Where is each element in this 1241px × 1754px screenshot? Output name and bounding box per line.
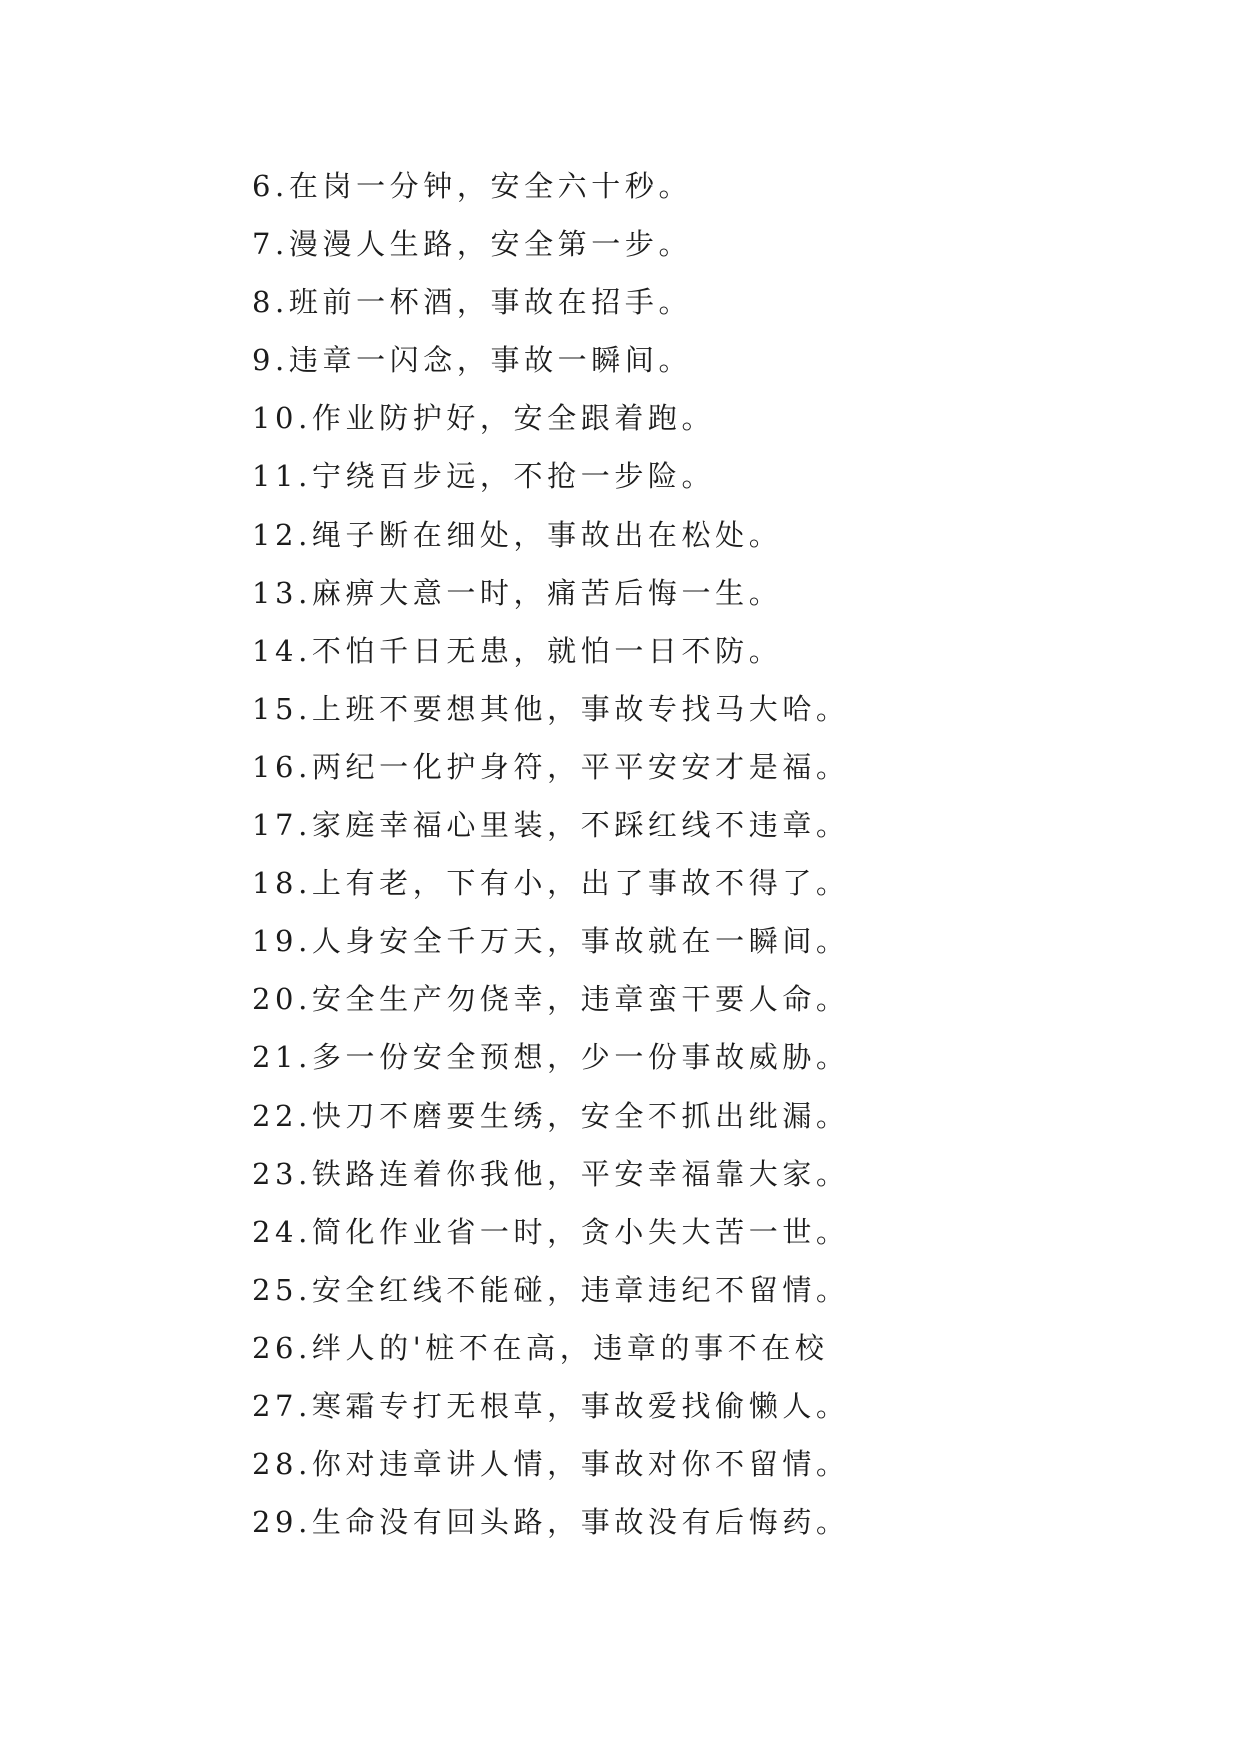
slogan-line: 9.违章一闪念，事故一瞬间。 (252, 343, 693, 378)
slogan-line: 8.班前一杯酒，事故在招手。 (252, 285, 693, 320)
slogan-line: 27.寒霜专打无根草，事故爱找偷懒人。 (252, 1388, 850, 1423)
slogan-line: 18.上有老，下有小，出了事故不得了。 (252, 866, 850, 901)
slogan-line: 15.上班不要想其他，事故专找马大哈。 (252, 691, 850, 726)
slogan-line: 28.你对违章讲人情，事故对你不留情。 (252, 1447, 850, 1482)
slogan-line: 29.生命没有回头路，事故没有后悔药。 (252, 1505, 850, 1540)
slogan-line: 16.两纪一化护身符，平平安安才是福。 (252, 749, 850, 784)
slogan-line: 20.安全生产勿侥幸，违章蛮干要人命。 (252, 982, 850, 1017)
slogan-list (252, 157, 850, 1551)
slogan-line: 13.麻痹大意一时，痛苦后悔一生。 (252, 575, 783, 610)
slogan-line: 11.宁绕百步远，不抢一步险。 (252, 459, 716, 494)
slogan-line: 26.绊人的'桩不在高，违章的事不在校 (252, 1330, 829, 1365)
slogan-line: 6.在岗一分钟，安全六十秒。 (252, 169, 693, 203)
slogan-line: 14.不怕千日无患，就怕一日不防。 (252, 633, 783, 668)
slogan-line: 22.快刀不磨要生绣，安全不抓出纰漏。 (252, 1098, 850, 1133)
slogan-line: 17.家庭幸福心里装，不踩红线不违章。 (252, 808, 850, 843)
slogan-line: 10.作业防护好，安全跟着跑。 (252, 401, 716, 436)
slogan-line: 21.多一份安全预想，少一份事故威胁。 (252, 1040, 850, 1075)
slogan-line: 7.漫漫人生路，安全第一步。 (252, 227, 693, 262)
slogan-line: 24.简化作业省一时，贪小失大苦一世。 (252, 1214, 850, 1249)
slogan-line: 12.绳子断在细处，事故出在松处。 (252, 517, 783, 552)
slogan-line: 25.安全红线不能碰，违章违纪不留情。 (252, 1272, 850, 1307)
slogan-line: 23.铁路连着你我他，平安幸福靠大家。 (252, 1156, 850, 1191)
slogan-line: 19.人身安全千万天，事故就在一瞬间。 (252, 924, 850, 959)
